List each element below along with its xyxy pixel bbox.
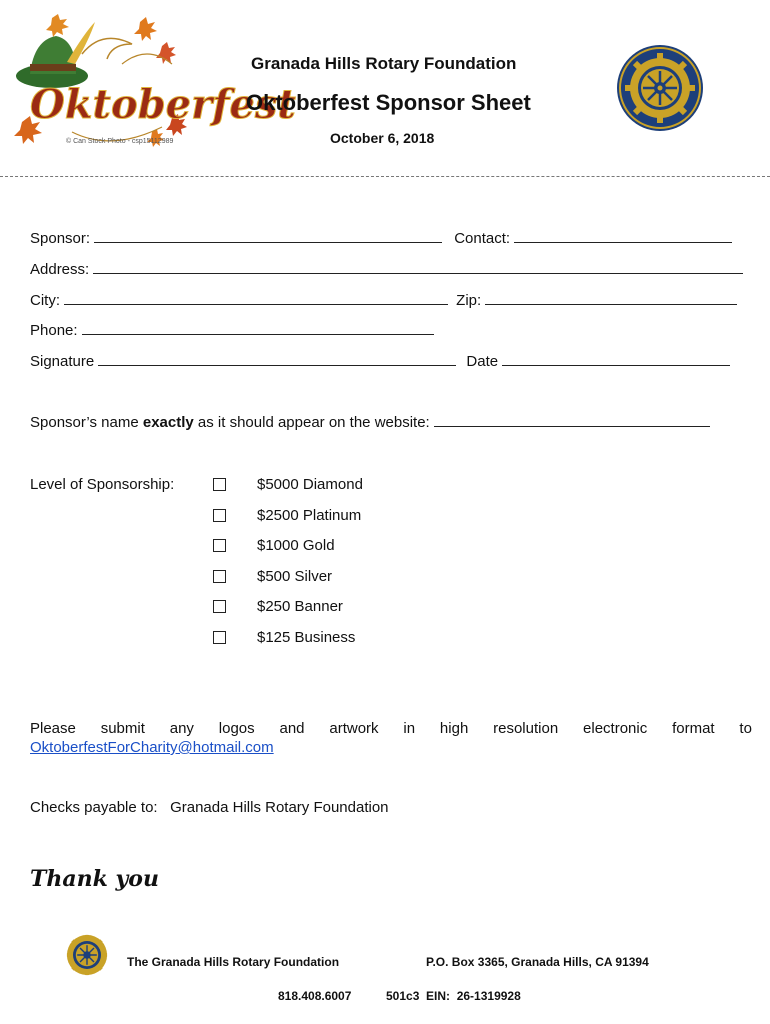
contact-label: Contact: — [454, 230, 515, 247]
city-zip-row — [30, 292, 752, 309]
level-option-label: $250 Banner — [257, 598, 343, 615]
zip-field[interactable] — [485, 292, 737, 305]
checks-payable-text: Checks payable to: Granada Hills Rotary Foundation — [30, 799, 389, 816]
phone-label: Phone: — [30, 322, 82, 339]
address-label: Address: — [30, 261, 94, 278]
level-option-label: $2500 Platinum — [257, 507, 362, 524]
image-credit: © Can Stock Photo - csp15112989 — [66, 138, 174, 145]
zip-label: Zip: — [456, 292, 486, 309]
signature-label: Signature — [30, 353, 99, 370]
level-option-label: $1000 Gold — [257, 537, 335, 554]
level-option-label: $500 Silver — [257, 568, 333, 585]
svg-text:Oktoberfest: Oktoberfest — [30, 81, 296, 128]
footer-organization: The Granada Hills Rotary Foundation — [127, 955, 340, 969]
thank-you-text: Thank you — [30, 866, 159, 892]
website-prefix: Sponsor’s name — [30, 414, 143, 431]
website-name-row — [30, 414, 710, 431]
signature-date-row — [30, 353, 752, 370]
date-label: Date — [466, 353, 503, 370]
footer-ein: 501c3 EIN: 26-1319928 — [386, 989, 521, 1003]
footer-rotary-seal-icon — [66, 934, 108, 976]
rotary-seal-icon — [615, 43, 705, 133]
city-field[interactable] — [64, 292, 448, 305]
instruction-word: artwork — [329, 720, 379, 737]
address-row — [30, 261, 752, 278]
footer-address: P.O. Box 3365, Granada Hills, CA 91394 — [426, 955, 649, 969]
email-link[interactable]: OktoberfestForCharity@hotmail.com — [30, 739, 274, 756]
sponsor-field[interactable] — [94, 230, 442, 243]
city-label: City: — [30, 292, 65, 309]
instruction-word: in — [403, 720, 416, 737]
sponsor-contact-row — [30, 230, 752, 247]
submission-instructions — [30, 720, 752, 756]
sponsor-label: Sponsor: — [30, 230, 95, 247]
website-suffix: as it should appear on the website: — [193, 414, 434, 431]
date-field[interactable] — [502, 353, 730, 366]
page-title: Oktoberfest Sponsor Sheet — [246, 90, 531, 115]
website-emphasis: exactly — [142, 414, 194, 431]
level-option-label: $5000 Diamond — [257, 476, 363, 493]
instruction-word: and — [279, 720, 305, 737]
checkbox[interactable] — [213, 478, 226, 491]
checkbox[interactable] — [213, 539, 226, 552]
instructions-line — [30, 720, 752, 737]
instruction-word: format — [672, 720, 715, 737]
instruction-word: electronic — [583, 720, 648, 737]
level-option-label: $125 Business — [257, 629, 356, 646]
instruction-word: to — [739, 720, 752, 737]
instruction-word: Please — [30, 720, 76, 737]
phone-field[interactable] — [82, 322, 434, 335]
phone-row — [30, 322, 752, 339]
instruction-word: any — [169, 720, 194, 737]
sponsorship-level-label: Level of Sponsorship: — [30, 476, 175, 493]
event-date: October 6, 2018 — [330, 130, 435, 146]
header-divider — [0, 176, 770, 177]
address-field[interactable] — [93, 261, 743, 274]
checkbox[interactable] — [213, 509, 226, 522]
instruction-word: logos — [218, 720, 255, 737]
contact-field[interactable] — [514, 230, 732, 243]
footer-phone: 818.408.6007 — [278, 989, 352, 1003]
organization-title: Granada Hills Rotary Foundation — [251, 54, 517, 73]
signature-field[interactable] — [98, 353, 456, 366]
checkbox[interactable] — [213, 570, 226, 583]
instruction-word: submit — [100, 720, 145, 737]
instruction-word: resolution — [493, 720, 559, 737]
instruction-word: high — [439, 720, 469, 737]
website-name-field[interactable] — [434, 414, 710, 427]
checkbox[interactable] — [213, 600, 226, 613]
checkbox[interactable] — [213, 631, 226, 644]
